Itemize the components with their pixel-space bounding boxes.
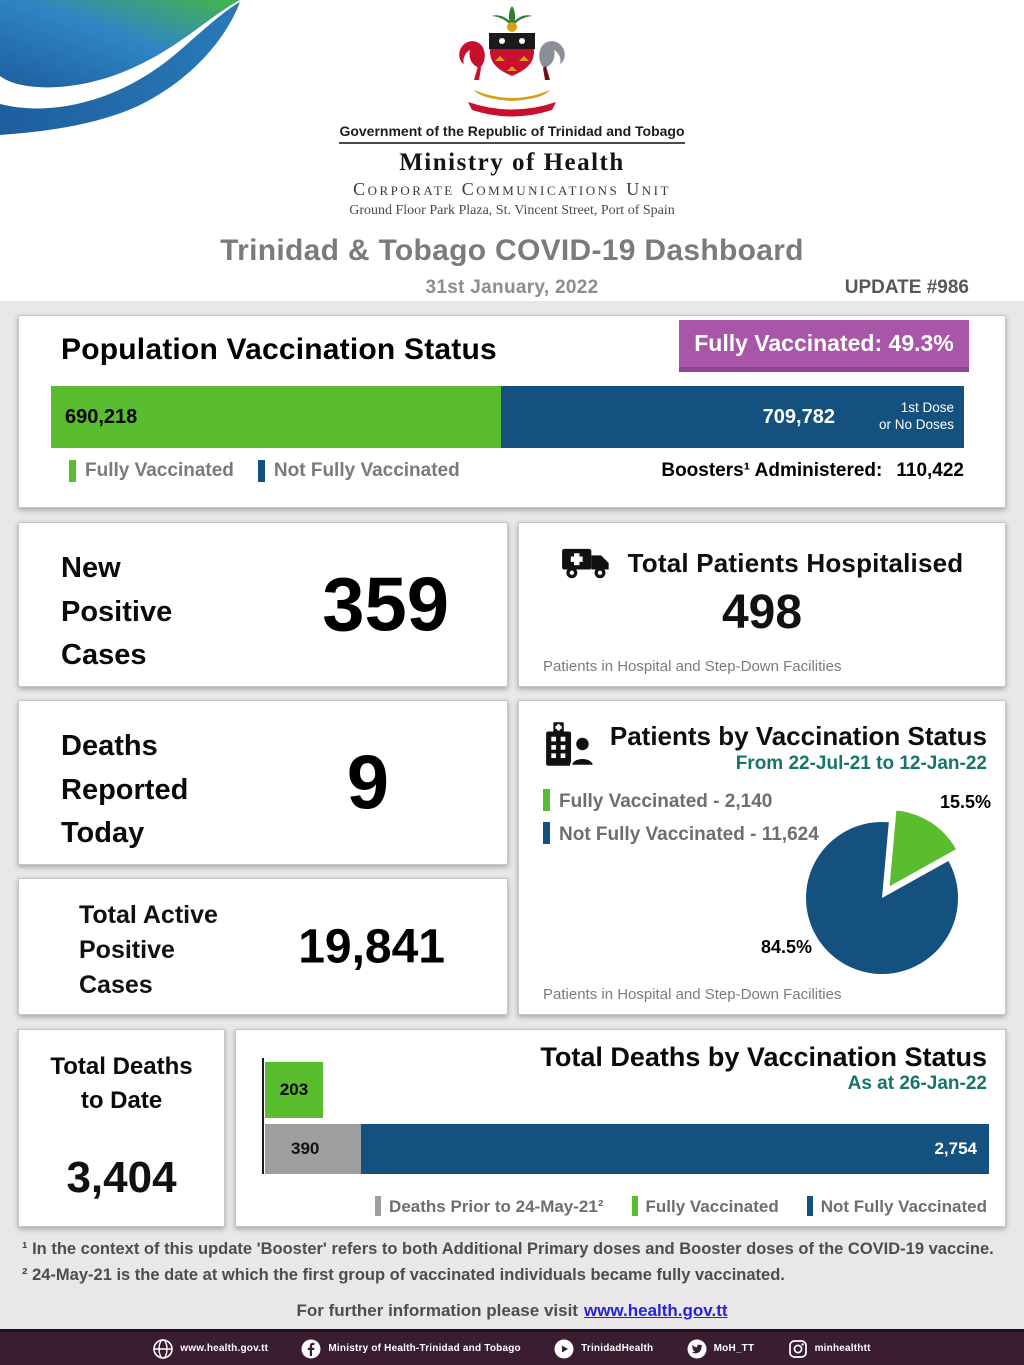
report-date: 31st January, 2022 <box>425 277 599 298</box>
pie-label-not-fully-vaccinated: 84.5% <box>761 937 813 957</box>
pie-chart-svg <box>787 802 987 984</box>
hospitalised-card <box>518 522 1006 687</box>
youtube-icon <box>554 1339 574 1359</box>
not-fully-vaccinated-count: 709,782 <box>762 405 835 428</box>
boosters-administered: Boosters¹ Administered: 110,422 <box>661 460 964 481</box>
total-deaths-value: 3,404 <box>66 1153 177 1203</box>
population-vaccination-bar <box>51 386 964 448</box>
deaths-chart-title: Total Deaths by Vaccination Status <box>540 1042 987 1072</box>
blue-legend-marker <box>543 822 550 844</box>
pie-legend: Fully Vaccinated - 2,140 Not Fully Vaccinated - 11,624 <box>543 785 1005 852</box>
communications-unit: Corporate Communications Unit <box>353 179 671 199</box>
social-footer <box>0 1329 1024 1365</box>
more-info-line: For further information please visit www.health.gov.tt <box>296 1301 728 1321</box>
deaths-reported-today-value: 9 <box>346 740 389 825</box>
deaths-chart-legend: Deaths Prior to 24-May-21² Fully Vaccinated Not Fully Vaccinated <box>375 1196 987 1217</box>
patients-pie-caption: Patients in Hospital and Step-Down Facilities <box>543 986 842 1003</box>
footer-website-link[interactable]: www.health.gov.tt <box>153 1339 268 1359</box>
total-deaths-card <box>18 1029 225 1227</box>
footnote-2: ² 24-May-21 is the date at which the first group of vaccinated individuals became fully vaccinated. <box>22 1265 785 1284</box>
fully-vaccinated-badge: Fully Vaccinated: 49.3% <box>679 320 969 372</box>
dashboard-content <box>0 301 1024 1332</box>
patients-pie-chart <box>723 792 991 984</box>
deaths-reported-today-label: Deaths Reported Today <box>61 730 189 849</box>
legend-not-fully-vaccinated: Not Fully Vaccinated <box>273 460 460 481</box>
vaccination-legend <box>69 460 964 482</box>
patients-by-status-card <box>518 700 1006 1015</box>
hospitalised-title: Total Patients Hospitalised <box>627 547 964 578</box>
coat-of-arms <box>451 6 573 118</box>
hospitalised-caption: Patients in Hospital and Step-Down Facilities <box>543 658 842 675</box>
new-positive-cases-value: 359 <box>322 562 449 647</box>
deaths-by-status-card <box>235 1029 1006 1227</box>
facebook-icon <box>301 1339 321 1359</box>
blue-legend-marker <box>258 460 265 482</box>
new-positive-cases-label: New Positive Cases <box>61 552 173 671</box>
hospital-patient-icon <box>543 721 597 767</box>
fully-vaccinated-bar-segment <box>51 386 501 448</box>
ministry-name: Ministry of Health <box>399 149 625 176</box>
update-number: UPDATE #986 <box>844 277 969 298</box>
green-legend-marker <box>543 789 550 811</box>
health-gov-link[interactable]: www.health.gov.tt <box>583 1301 728 1321</box>
footnotes <box>22 1237 1002 1288</box>
footer-instagram-link[interactable]: minhealthtt <box>788 1339 871 1359</box>
footnote-1: ¹ In the context of this update 'Booster' refers to both Additional Primary doses and Booster doses of the COVID-19 vaccine. <box>22 1240 994 1258</box>
pie-label-fully-vaccinated: 15.5% <box>939 792 991 812</box>
ministry-logo-block <box>0 0 1024 219</box>
bar-fully-vaccinated: 203 <box>265 1062 323 1118</box>
green-legend-marker <box>632 1196 638 1216</box>
ministry-address: Ground Floor Park Plaza, St. Vincent Street, Port of Spain <box>349 203 675 218</box>
hospitalised-value: 498 <box>721 586 803 639</box>
total-active-cases-label: Total Active Positive Cases <box>79 901 218 999</box>
globe-icon <box>153 1339 173 1359</box>
bar-deaths-prior: 390 <box>265 1124 361 1174</box>
deaths-chart-date: As at 26-Jan-22 <box>847 1073 987 1094</box>
total-active-cases-value: 19,841 <box>298 920 445 973</box>
first-dose-caption: 1st Dose or No Doses <box>878 400 954 432</box>
page-title: Trinidad & Tobago COVID-19 Dashboard <box>220 234 804 267</box>
vaccination-title: Population Vaccination Status <box>61 333 497 366</box>
total-active-cases-card <box>18 878 508 1015</box>
green-legend-marker <box>69 460 76 482</box>
instagram-icon <box>788 1339 808 1359</box>
date-row <box>0 277 1024 301</box>
deaths-reported-today-card <box>18 700 508 865</box>
bar-not-fully-vaccinated: 2,754 <box>361 1124 989 1174</box>
patients-by-status-daterange: From 22-Jul-21 to 12-Jan-22 <box>735 753 987 774</box>
ambulance-icon <box>561 545 613 581</box>
legend-fully-vaccinated: Fully Vaccinated <box>85 460 234 481</box>
not-fully-vaccinated-bar-segment <box>501 386 964 448</box>
patients-by-status-title: Patients by Vaccination Status <box>609 721 987 751</box>
footer-facebook-link[interactable]: Ministry of Health-Trinidad and Tobago <box>301 1339 520 1359</box>
population-vaccination-card <box>18 315 1006 508</box>
government-line: Government of the Republic of Trinidad and Tobago <box>339 123 684 144</box>
footer-twitter-link[interactable]: MoH_TT <box>687 1339 755 1359</box>
blue-legend-marker <box>807 1196 813 1216</box>
total-deaths-label: Total Deaths to Date <box>50 1053 193 1114</box>
twitter-icon <box>687 1339 707 1359</box>
fully-vaccinated-count: 690,218 <box>65 405 138 428</box>
gray-legend-marker <box>375 1196 381 1216</box>
new-positive-cases-card <box>18 522 508 687</box>
footer-youtube-link[interactable]: TrinidadHealth <box>554 1339 653 1359</box>
